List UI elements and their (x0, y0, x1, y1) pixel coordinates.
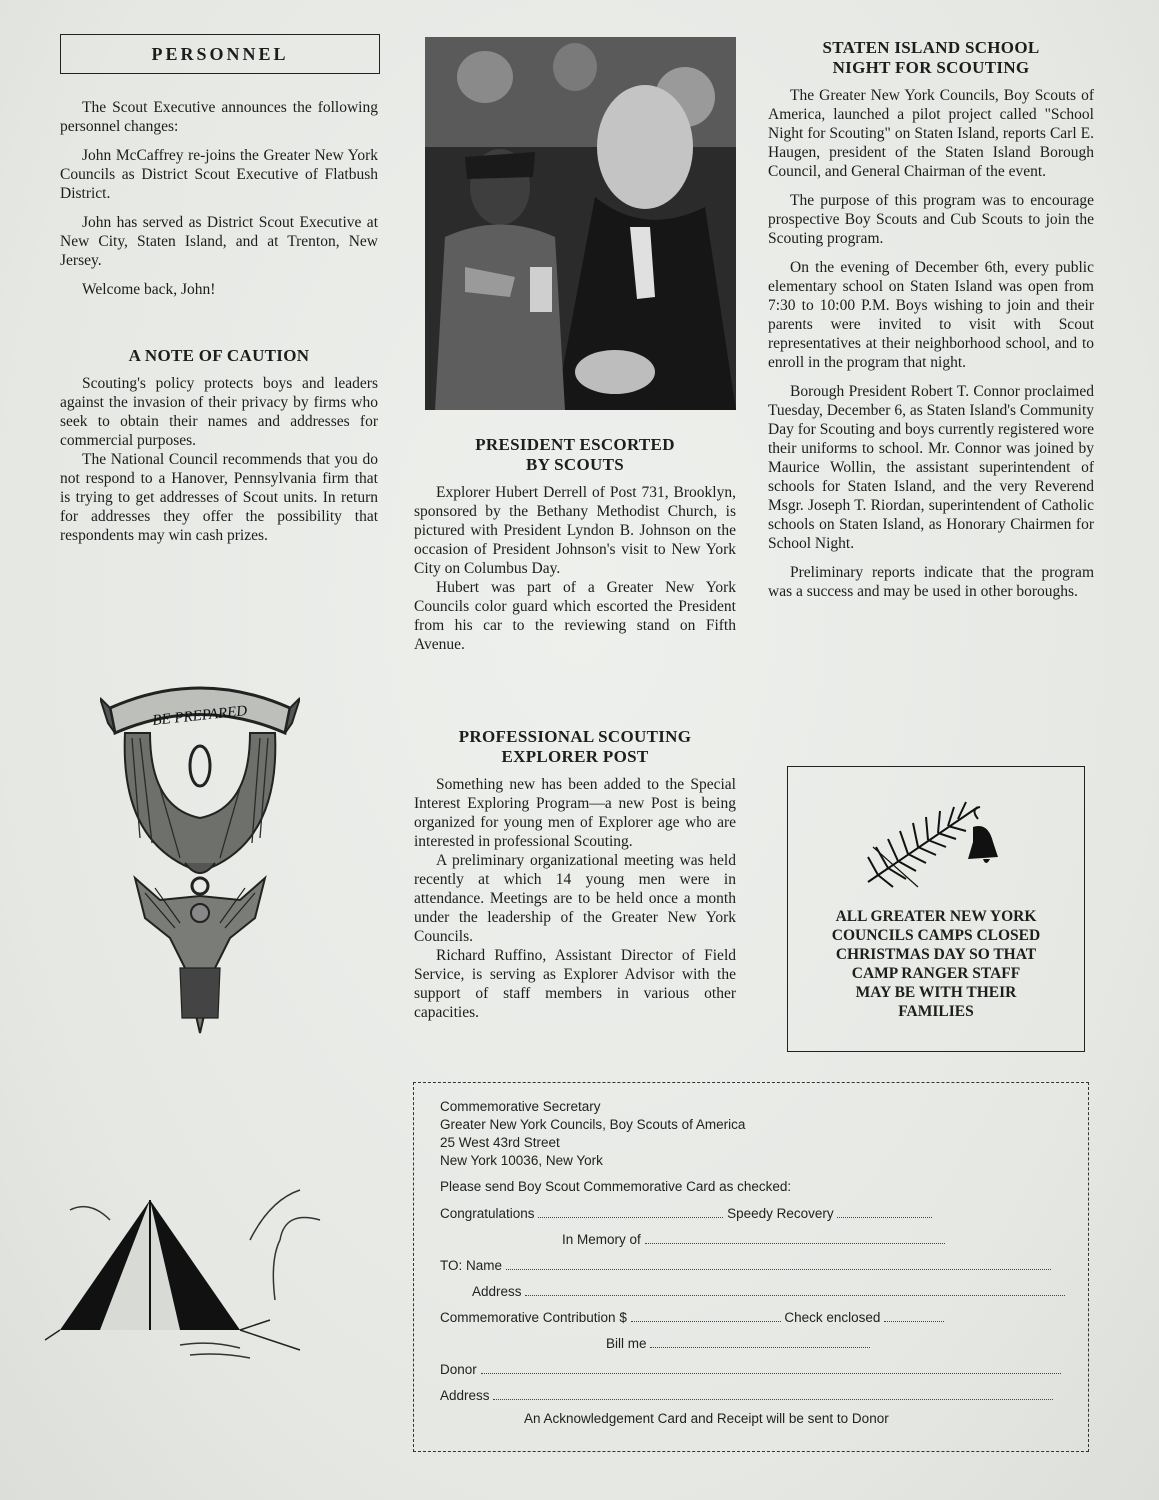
notice-line1: ALL GREATER NEW YORK (835, 908, 1037, 925)
president-heading-line1: PRESIDENT ESCORTED (475, 435, 675, 454)
staten-p2: The purpose of this program was to encourage prospective Boy Scouts and Cub Scouts to join the Scouting program. (768, 192, 1094, 247)
congratulations-blank[interactable] (538, 1205, 723, 1218)
in-memory-label: In Memory of (562, 1232, 641, 1247)
congratulations-label: Congratulations (440, 1206, 535, 1221)
donor-address-field[interactable] (440, 1387, 1053, 1403)
donor-address-label: Address (440, 1388, 490, 1403)
staten-p5: Preliminary reports indicate that the program was a success and may be used in other boroughs. (768, 564, 1094, 600)
to-name-label: TO: Name (440, 1258, 503, 1273)
caution-p2: The National Council recommends that you do not respond to a Hanover, Pennsylvania firm that is trying to get addresses of Scout units. In return for addresses they offer the possibility that respondents may win cash prizes. (60, 451, 378, 544)
donor-field[interactable] (440, 1361, 1061, 1377)
staten-p1: The Greater New York Councils, Boy Scouts of America, launched a pilot project called "School Night for Scouting" on Staten Island, reports Carl E. Haugen, president of the Staten Island Borough Council, and General Chairman of the event. (768, 87, 1094, 180)
to-name-field[interactable] (440, 1257, 1051, 1273)
tent-illustration (40, 1180, 340, 1370)
form-address-line1: Commemorative Secretary (440, 1099, 601, 1114)
personnel-p4: Welcome back, John! (82, 281, 216, 298)
staten-heading (768, 38, 1094, 78)
camps-closed-notice (787, 766, 1085, 1052)
bill-me-label: Bill me (606, 1336, 647, 1351)
personnel-article (60, 98, 378, 309)
president-article (414, 435, 736, 664)
president-photo (425, 37, 736, 410)
explorer-p3: Richard Ruffino, Assistant Director of Field Service, is serving as Explorer Advisor with the support of staff members in various other capacities. (414, 947, 736, 1021)
staten-p3: On the evening of December 6th, every public elementary school on Staten Island was open from 7:30 to 10:00 P.M. Boys wishing to join and their parents were invited to visit with Scout representatives at their neighborhood school, and to enroll in the program that night. (768, 259, 1094, 371)
explorer-p1: Something new has been added to the Special Interest Exploring Program—a new Post is being organized for young men of Explorer age who are interested in professional Scouting. (414, 776, 736, 850)
explorer-heading-line1: PROFESSIONAL SCOUTING (458, 727, 692, 746)
to-name-blank[interactable] (506, 1257, 1051, 1270)
personnel-p3: John has served as District Scout Executive at New City, Staten Island, and at Trenton, New Jersey. (60, 214, 378, 269)
personnel-p1: The Scout Executive announces the following personnel changes: (60, 99, 378, 135)
donor-blank[interactable] (481, 1361, 1061, 1374)
caution-article (60, 346, 378, 555)
speedy-recovery-label: Speedy Recovery (727, 1206, 834, 1221)
president-heading-line2: BY SCOUTS (526, 455, 624, 474)
explorer-article (414, 727, 736, 1032)
eagle-medal-illustration (100, 638, 300, 1038)
medal-ribbon-text: BE PREPARED (151, 703, 248, 729)
to-address-label: Address (472, 1284, 522, 1299)
staten-article (768, 38, 1094, 611)
contribution-label: Commemorative Contribution $ (440, 1310, 627, 1325)
personnel-heading: PERSONNEL (151, 43, 289, 64)
in-memory-option[interactable] (562, 1231, 945, 1247)
pine-bell-icon (858, 787, 1018, 897)
form-address-line3: 25 West 43rd Street (440, 1135, 560, 1150)
contribution-blank[interactable] (631, 1309, 781, 1322)
congratulations-option[interactable] (440, 1205, 932, 1221)
explorer-heading-line2: EXPLORER POST (501, 747, 649, 766)
caution-p1: Scouting's policy protects boys and leaders against the invasion of their privacy by firms who seek to obtain their names and addresses for commercial purposes. (60, 375, 378, 449)
in-memory-blank[interactable] (645, 1231, 945, 1244)
speedy-recovery-blank[interactable] (837, 1205, 932, 1218)
personnel-heading-box (60, 34, 380, 74)
president-p2: Hubert was part of a Greater New York Councils color guard which escorted the President from his car to the reviewing stand on Fifth Avenue. (414, 579, 736, 653)
notice-line2: COUNCILS CAMPS CLOSED (831, 927, 1041, 944)
check-enclosed-label: Check enclosed (784, 1310, 881, 1325)
staten-heading-line1: STATEN ISLAND SCHOOL (822, 38, 1040, 57)
staten-p4: Borough President Robert T. Connor proclaimed Tuesday, December 6, as Staten Island's Community Day for Scouting and boys currently registered wore their uniforms to school. Mr. Connor was joined by Maurice Wollin, the assistant superintendent of schools for Staten Island, and the very Reverend Msgr. Joseph T. Riordan, superintendent of Catholic schools on Staten Island, as Honorary Chairmen for School Night. (768, 383, 1094, 552)
form-address-line4: New York 10036, New York (440, 1153, 603, 1168)
explorer-p2: A preliminary organizational meeting was held recently at which 14 young men were in attendance. Meetings are to be held once a month under the leadership of the Greater New York Councils. (414, 852, 736, 945)
notice-line3: CHRISTMAS DAY SO THAT (835, 946, 1037, 963)
check-enclosed-blank[interactable] (884, 1309, 944, 1322)
to-address-field[interactable] (472, 1283, 1065, 1299)
notice-text (788, 907, 1084, 1021)
caution-heading: A NOTE OF CAUTION (128, 346, 310, 365)
contribution-field[interactable] (440, 1309, 944, 1325)
personnel-p2: John McCaffrey re-joins the Greater New York Councils as District Scout Executive of Flatbush District. (60, 147, 378, 202)
commemorative-card-form (413, 1082, 1089, 1452)
donor-address-blank[interactable] (493, 1387, 1053, 1400)
form-address-line2: Greater New York Councils, Boy Scouts of America (440, 1117, 746, 1132)
notice-line6: FAMILIES (898, 1003, 974, 1020)
explorer-heading (414, 727, 736, 767)
notice-line5: MAY BE WITH THEIR (855, 984, 1017, 1001)
form-instruction: Please send Boy Scout Commemorative Card as checked: (440, 1179, 792, 1194)
notice-line4: CAMP RANGER STAFF (851, 965, 1021, 982)
staten-heading-line2: NIGHT FOR SCOUTING (832, 58, 1030, 77)
president-heading (414, 435, 736, 475)
bill-me-option[interactable] (606, 1335, 870, 1351)
donor-label: Donor (440, 1362, 477, 1377)
bill-me-blank[interactable] (650, 1335, 870, 1348)
to-address-blank[interactable] (525, 1283, 1065, 1296)
president-p1: Explorer Hubert Derrell of Post 731, Brooklyn, sponsored by the Bethany Methodist Church, is pictured with President Lyndon B. Johnson on the occasion of President Johnson's visit to New York City on Columbus Day. (414, 484, 736, 577)
form-footer: An Acknowledgement Card and Receipt will be sent to Donor (524, 1411, 889, 1426)
